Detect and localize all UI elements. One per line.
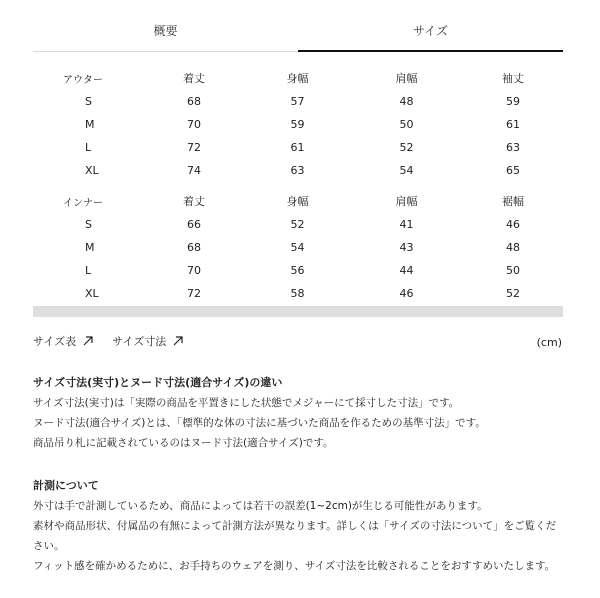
table-cell: 52 [399,141,414,154]
table-header-row [33,66,563,90]
unit-label: (cm) [536,336,562,349]
table-cell: 50 [399,118,414,131]
table-cell: 61 [506,118,520,131]
table-cell: 57 [290,95,305,108]
table-cell: 54 [290,241,305,254]
table-header-row [33,189,563,213]
table-cell: 48 [506,241,520,254]
size-label: L [85,264,92,277]
size-label: M [85,241,95,254]
table-cell: 54 [399,164,414,177]
table-cell: 65 [506,164,520,177]
table-cell: 52 [290,218,305,231]
column-header: 身幅 [286,195,309,208]
arrow-up-right-icon [172,335,184,347]
measurement-section [33,476,565,576]
size-label: S [85,95,92,108]
column-header: 裾幅 [502,195,524,208]
arrow-up-right-icon [82,335,94,347]
category-label: インナー [63,197,103,209]
table-cell: 72 [187,287,201,300]
table-cell: 58 [290,287,305,300]
column-header: 身幅 [286,72,309,85]
table-cell: 66 [187,218,201,231]
size-chart-link-label: サイズ表 [33,335,77,348]
size-chart-link[interactable] [33,333,94,349]
section-text: 素材や商品形状、付属品の有無によって計測方法が異なります。詳しくは「サイズの寸法について」をご覧ください。 [33,520,557,552]
section-text: 外寸は手で計測しているため、商品によっては若干の誤差(1~2cm)が生じる可能性があります。 [33,500,488,512]
column-header: 着丈 [183,72,205,85]
size-measure-link[interactable] [112,333,184,349]
difference-section [33,373,565,453]
table-row [33,113,563,136]
size-label: S [85,218,92,231]
horizontal-scrollbar[interactable] [33,306,563,317]
section-heading: 計測について [33,479,99,492]
size-label: L [85,141,92,154]
table-cell: 50 [506,264,520,277]
size-measure-link-label: サイズ寸法 [112,335,167,348]
table-cell: 44 [399,264,414,277]
table-row [33,213,563,236]
size-links [33,333,202,349]
section-text: ヌード寸法(適合サイズ)とは、「標準的な体の寸法に基づいた商品を作るための基準寸法」です。 [33,417,486,429]
table-cell: 74 [187,164,201,177]
table-row [33,159,563,182]
section-text: フィット感を確かめるために、お手持ちのウェアを測り、サイズ寸法を比較されることをおすすめいたします。 [33,560,556,572]
table-cell: 70 [187,118,201,131]
table-cell: 70 [187,264,201,277]
column-header: 肩幅 [395,195,418,208]
table-cell: 63 [506,141,520,154]
inner-size-table [33,189,563,305]
table-cell: 56 [290,264,305,277]
column-header: 着丈 [183,195,205,208]
table-cell: 43 [399,241,414,254]
section-heading: サイズ寸法(実寸)とヌード寸法(適合サイズ)の違い [33,376,283,389]
table-cell: 68 [187,241,201,254]
table-cell: 48 [399,95,414,108]
table-cell: 46 [399,287,414,300]
active-tab-indicator [298,50,563,52]
tab-bar [33,14,563,52]
size-label: M [85,118,95,131]
table-row [33,90,563,113]
outer-size-table [33,66,563,182]
table-cell: 72 [187,141,201,154]
table-cell: 41 [399,218,414,231]
table-cell: 68 [187,95,201,108]
table-row [33,259,563,282]
table-cell: 59 [506,95,520,108]
section-text: 商品吊り札に記載されているのはヌード寸法(適合サイズ)です。 [33,437,334,449]
section-text: サイズ寸法(実寸)は「実際の商品を平置きにした状態でメジャーにて採寸した寸法」です。 [33,397,460,409]
category-label: アウター [63,74,103,86]
column-header: 肩幅 [395,72,418,85]
table-row [33,282,563,305]
size-label: XL [85,164,99,177]
table-row [33,136,563,159]
table-cell: 59 [290,118,305,131]
table-cell: 46 [506,218,520,231]
column-header: 袖丈 [502,72,524,85]
tab-overview[interactable]: 概要 [153,24,178,38]
size-label: XL [85,287,99,300]
table-cell: 52 [506,287,520,300]
table-cell: 61 [290,141,305,154]
table-row [33,236,563,259]
table-cell: 63 [290,164,305,177]
tab-size[interactable]: サイズ [412,24,449,38]
